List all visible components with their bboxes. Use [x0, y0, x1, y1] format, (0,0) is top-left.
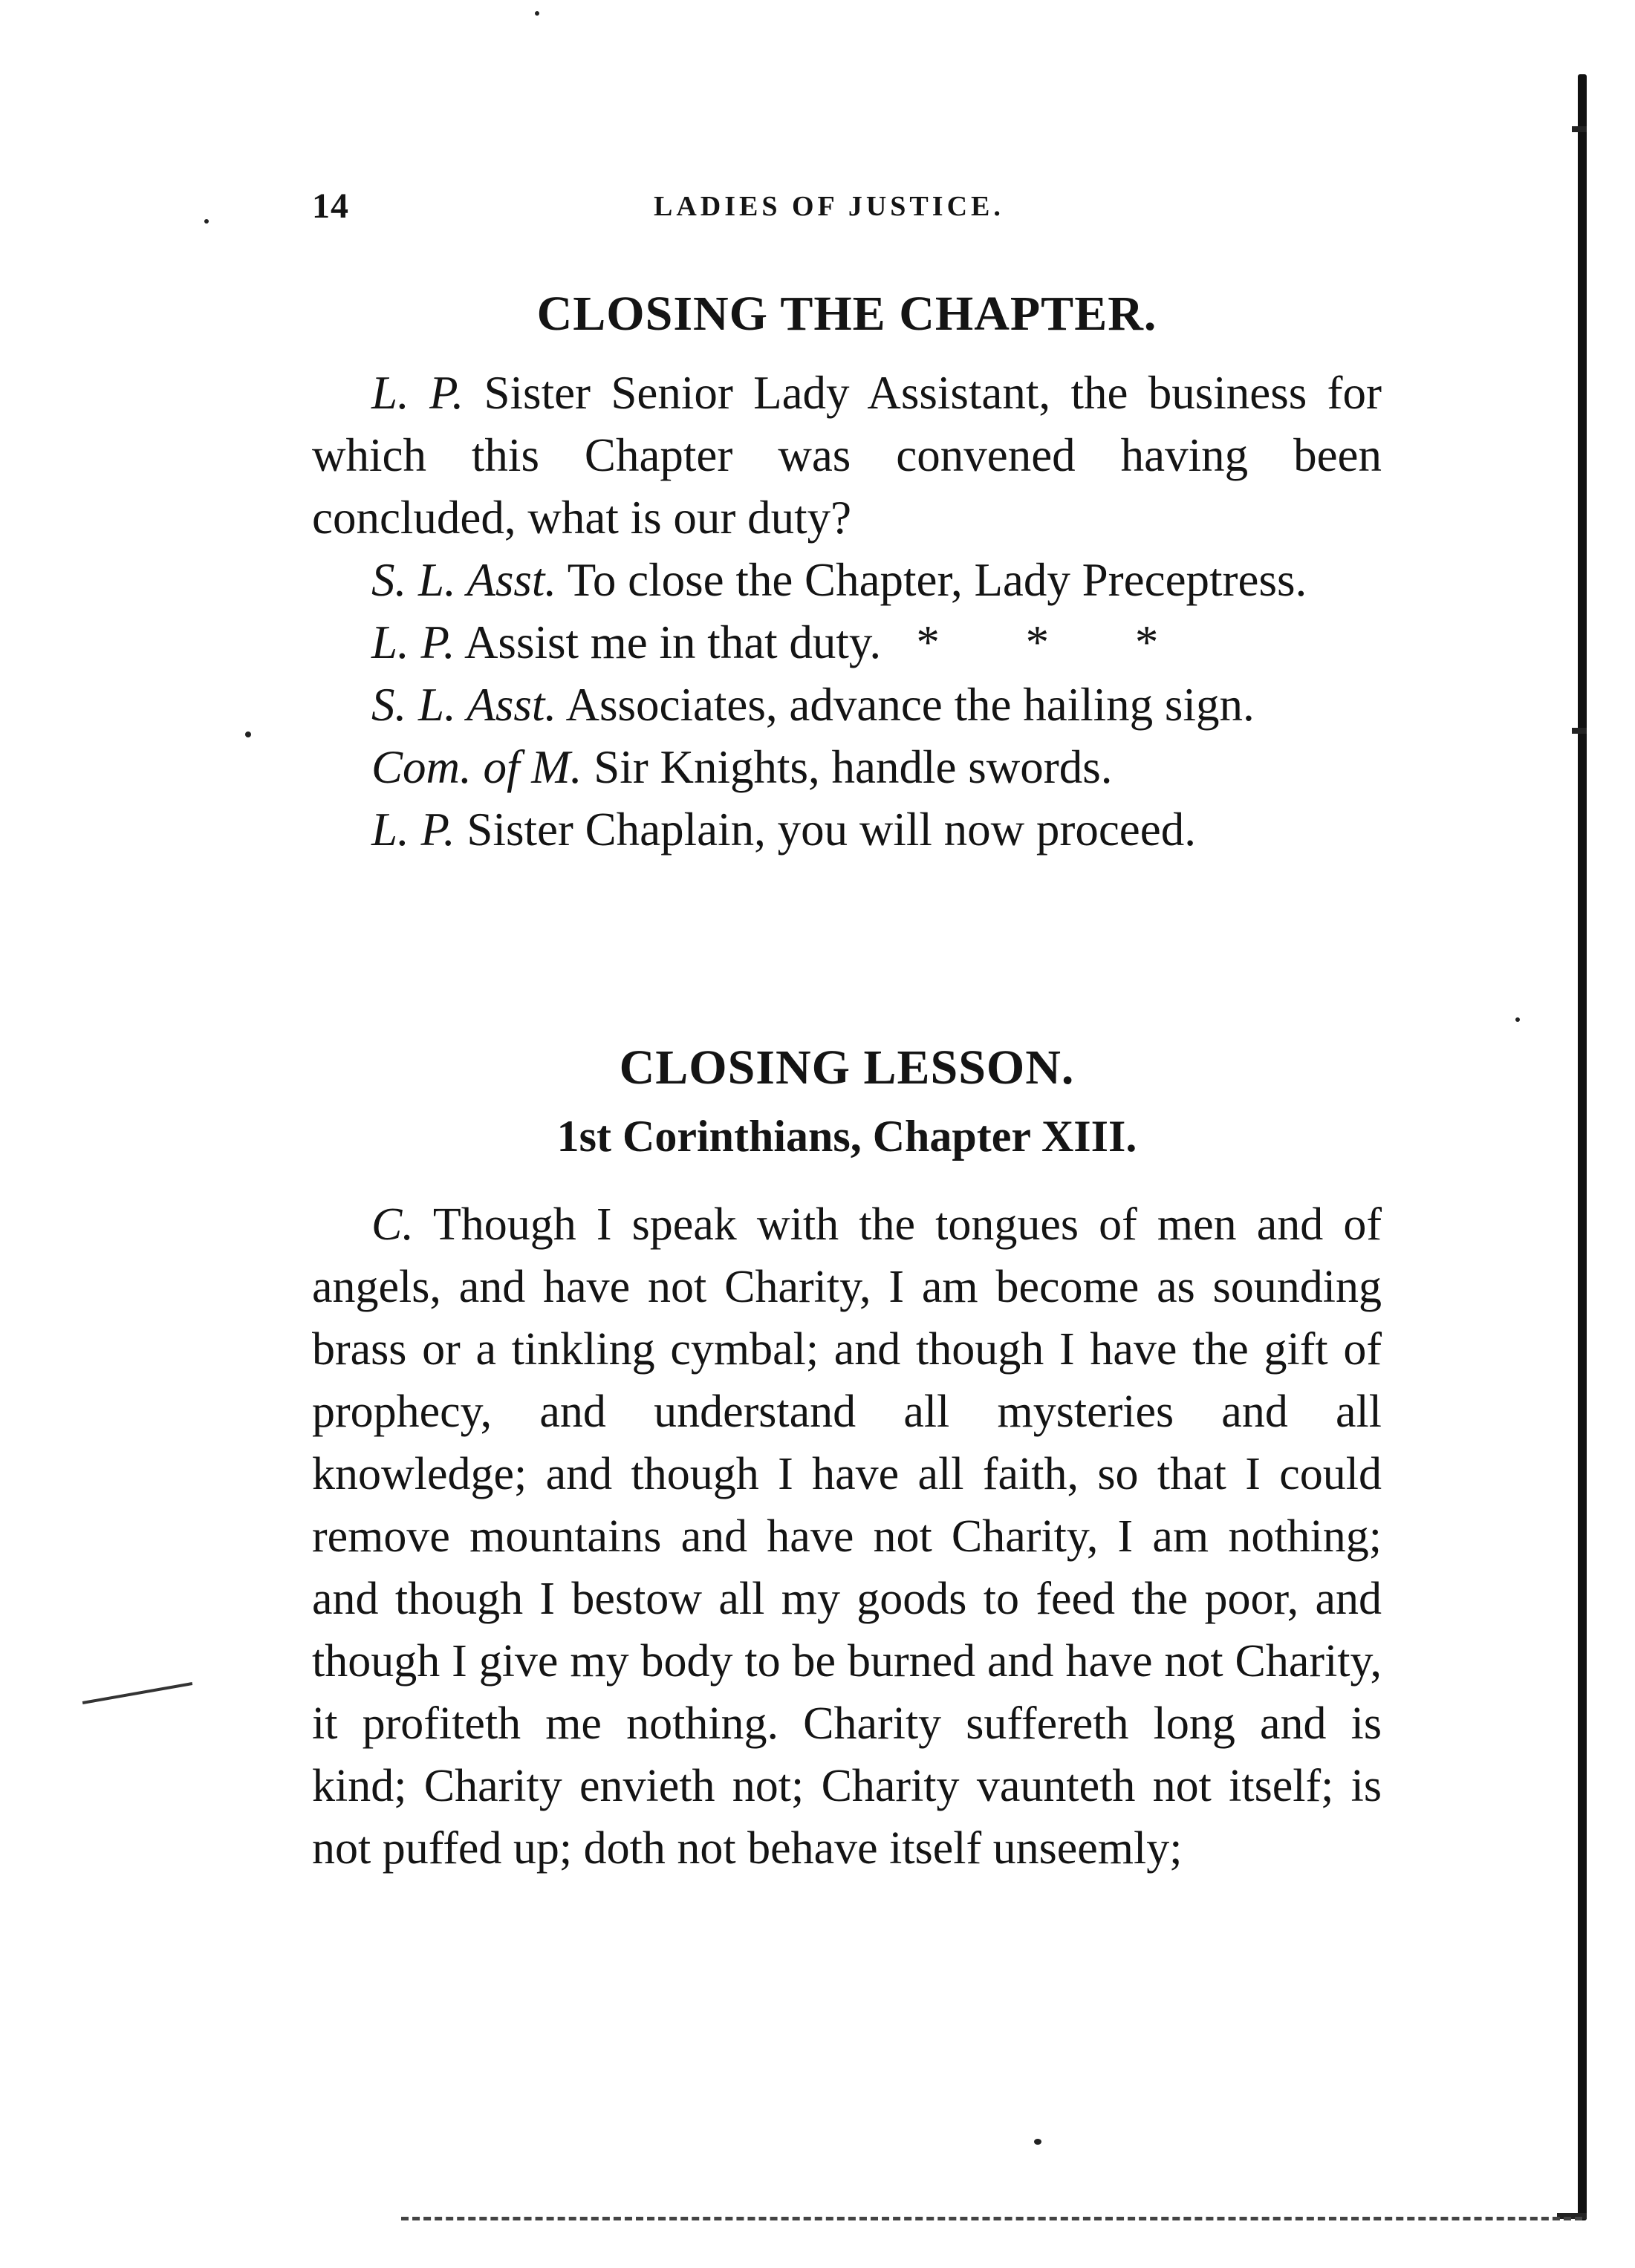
binding-tick	[1572, 126, 1587, 132]
dialogue-text: To close the Chapter, Lady Preceptress.	[567, 554, 1307, 606]
dialogue-text: Sister Senior Lady Assistant, the business for which this Chapter was convened having been concluded, what is our duty?	[312, 367, 1382, 544]
dialogue-line	[312, 549, 1382, 611]
dialogue-line	[312, 674, 1382, 736]
speaker-label: S. L. Asst.	[371, 679, 557, 731]
closing-lesson-subheading: 1st Corinthians, Chapter XIII.	[556, 1112, 1137, 1161]
binding-tick	[1572, 728, 1587, 734]
speaker-label: L. P.	[371, 616, 455, 668]
paper-speck	[1034, 2139, 1041, 2145]
closing-chapter-heading: CLOSING THE CHAPTER.	[536, 287, 1157, 341]
dialogue-line	[312, 736, 1382, 798]
paper-speck	[1515, 1017, 1520, 1022]
speaker-label: L. P.	[371, 367, 464, 419]
dialogue-line	[312, 362, 1382, 549]
dialogue-line	[312, 611, 1382, 674]
dialogue-text: Sir Knights, handle swords.	[594, 741, 1113, 793]
speaker-label: Com. of M.	[371, 741, 582, 793]
lesson-paragraph	[312, 1193, 1382, 1880]
ritual-stars: * * *	[916, 616, 1196, 668]
closing-lesson-heading: CLOSING LESSON.	[619, 1040, 1075, 1095]
closing-chapter-dialogue	[312, 362, 1382, 861]
margin-pencil-mark	[82, 1682, 192, 1704]
speaker-label: S. L. Asst.	[371, 554, 557, 606]
speaker-label: C.	[371, 1199, 414, 1250]
closing-lesson-body	[312, 1193, 1382, 1880]
binding-edge	[1578, 74, 1587, 2220]
dialogue-text: Sister Chaplain, you will now proceed.	[467, 804, 1196, 856]
paper-speck	[204, 219, 209, 224]
speaker-label: L. P.	[371, 804, 455, 856]
paper-speck	[535, 11, 539, 16]
paper-speck	[245, 731, 251, 737]
running-head: LADIES OF JUSTICE.	[654, 191, 1004, 222]
dialogue-text: Associates, advance the hailing sign.	[565, 679, 1255, 731]
dialogue-text: Assist me in that duty.	[464, 616, 882, 668]
page-header	[312, 186, 1382, 230]
lesson-text: Though I speak with the tongues of men and of angels, and have not Charity, I am become as sounding brass or a tinkling cymbal; and though I have the gift of prophecy, and understand all mysteries and all knowledge; and though I have all faith, so that I could remove mountains and have not Charity, I am nothing; and though I bestow all my goods to feed the poor, and though I give my body to be burned and have not Charity, it profiteth me nothing. Charity suffereth long and is kind; Charity envieth not; Charity vaunteth not itself; is not puffed up; doth not behave itself unseemly;	[312, 1199, 1382, 1874]
dialogue-line	[312, 798, 1382, 861]
page-number: 14	[312, 186, 349, 226]
bottom-rule	[401, 2217, 1582, 2220]
closing-lesson-section	[312, 1040, 1382, 1880]
closing-chapter-section	[312, 286, 1382, 861]
